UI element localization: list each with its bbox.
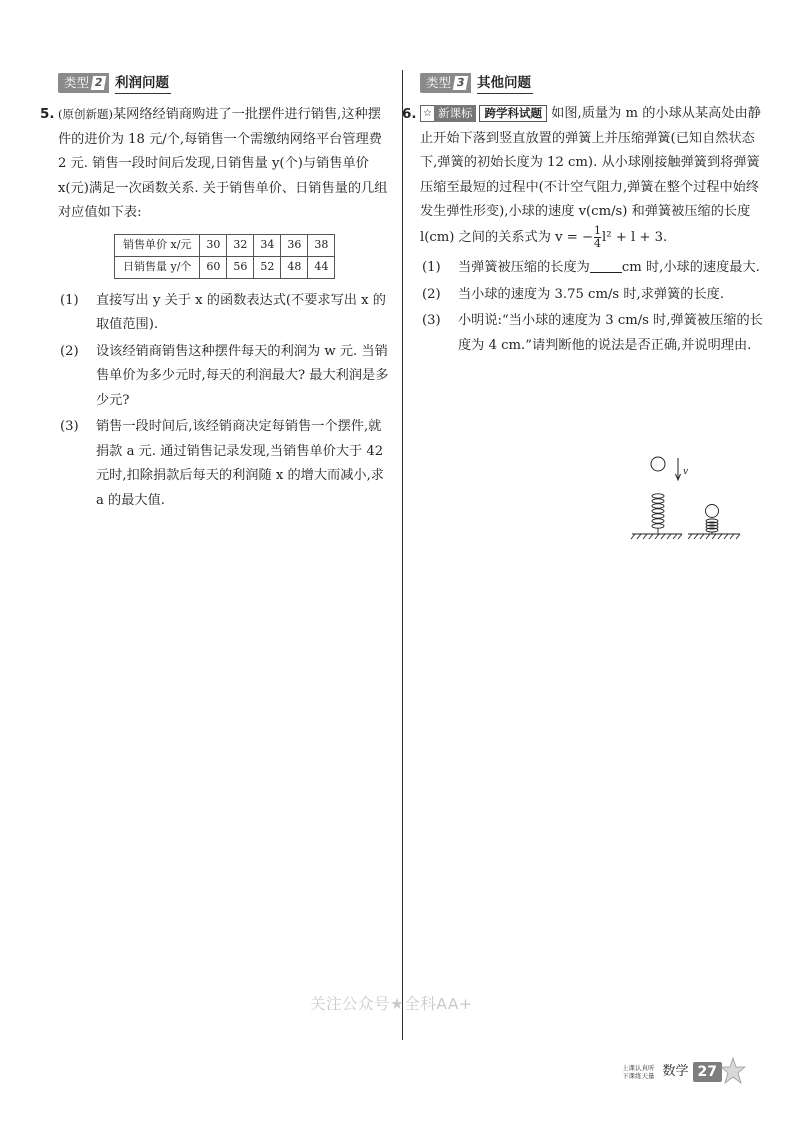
falling-ball [651, 457, 665, 471]
problem-stem-tail: l² + l + 3. [602, 229, 668, 245]
problem-stem: 某网络经销商购进了一批摆件进行销售,这种摆件的进价为 18 元/个,每销售一个需缴纳网络平台管理费 2 元. 销售一段时间后发现,日销售量 y(个)与销售单价 x(元)满足一次函数关系. 关于销售单价、日销售量的几组对应值如下表: [58, 107, 388, 220]
table-cell: 30 [200, 234, 227, 256]
velocity-label: v [683, 467, 689, 477]
subquestion-2 [420, 283, 772, 308]
uncompressed-spring [652, 494, 664, 534]
subquestion-text: 小明说:“当小球的速度为 3 cm/s 时,弹簧被压缩的长度为 4 cm.”请判断他的说法是否正确,并说明理由. [458, 313, 763, 353]
table-cell: 38 [308, 234, 335, 256]
section-tag-label: 类型 [426, 75, 452, 90]
subquestion-label: (2) [60, 343, 79, 359]
section-tag-label: 类型 [64, 75, 90, 90]
subquestion-label: (1) [60, 292, 79, 308]
footer-slogan [622, 1064, 655, 1080]
subquestion-2 [58, 340, 392, 414]
subquestion-text: 设该经销商销售这种摆件每天的利润为 w 元. 当销售单价为多少元时,每天的利润最大? 最大利润是多少元? [96, 343, 389, 408]
table-row-label: 销售单价 x/元 [115, 234, 200, 256]
section-header-type3 [420, 72, 772, 94]
fraction [594, 225, 601, 250]
problem-number: 5. [40, 106, 55, 122]
slogan-line-2: 下课练天量 [622, 1072, 655, 1080]
subject-label: 数学 [662, 1063, 689, 1079]
table-cell: 44 [308, 256, 335, 278]
watermark: 关注公众号★全科AA+ [310, 995, 473, 1013]
slogan-line-1: 上课认真听 [622, 1064, 655, 1072]
subquestion-text: 当小球的速度为 3.75 cm/s 时,求弹簧的长度. [458, 286, 725, 302]
table-cell: 34 [254, 234, 281, 256]
table-row-label: 日销售量 y/个 [115, 256, 200, 278]
fraction-numerator: 1 [594, 223, 602, 237]
ball-spring-figure [626, 452, 744, 542]
section-tag [420, 73, 471, 93]
fraction-denominator: 4 [594, 236, 602, 250]
subquestion-text-tail: cm 时,小球的速度最大. [621, 260, 760, 275]
subquestion-1 [58, 289, 392, 338]
subquestion-1 [420, 256, 772, 281]
answer-blank [590, 258, 622, 273]
price-sales-table [114, 234, 335, 279]
section-tag [58, 73, 109, 93]
problem-5 [40, 102, 392, 513]
table-row [115, 234, 335, 256]
section-tag-number: 2 [91, 76, 106, 90]
badge-cross-subject: 跨学科试题 [479, 105, 547, 122]
table-row [115, 256, 335, 278]
section-title: 利润问题 [115, 73, 171, 94]
problem-source: (原创新题) [58, 107, 113, 121]
problem-stem: 如图,质量为 m 的小球从某高处由静止开始下落到竖直放置的弹簧上并压缩弹簧(已知自然状态下,弹簧的初始长度为 12 cm). 从小球刚接触弹簧到将弹簧压缩至最短的过程中(不计空气阻力,弹簧在整个过程中始终发生弹性形变),小球的速度 v(cm/s) 和弹簧被压缩的长度 l(cm) 之间的关系式为 v = − [420, 106, 761, 245]
section-header-type2 [58, 72, 392, 94]
subquestion-3 [420, 309, 772, 358]
compressed-spring [706, 505, 719, 535]
ground-right [688, 534, 740, 539]
section-tag-number: 3 [453, 76, 468, 90]
page-footer [622, 1056, 746, 1088]
subquestion-label: (3) [422, 313, 441, 328]
problem-6 [402, 102, 772, 358]
subquestion-label: (1) [422, 260, 441, 275]
new-curriculum-badge [420, 105, 547, 122]
star-badge-icon [720, 1057, 746, 1087]
left-column [40, 72, 392, 513]
table-cell: 52 [254, 256, 281, 278]
table-cell: 36 [281, 234, 308, 256]
table-cell: 56 [227, 256, 254, 278]
subquestion-label: (2) [422, 286, 441, 302]
table-cell: 60 [200, 256, 227, 278]
problem-number: 6. [402, 106, 417, 122]
page-number: 27 [693, 1062, 722, 1082]
subquestion-3 [58, 415, 392, 513]
subquestion-text: 销售一段时间后,该经销商决定每销售一个摆件,就捐款 a 元. 通过销售记录发现,当销售单价大于 42 元时,扣除捐款后每天的利润随 x 的增大而减小,求 a 的最大值. [96, 419, 384, 508]
table-cell: 48 [281, 256, 308, 278]
right-column [402, 72, 772, 358]
column-divider [402, 70, 403, 1040]
section-title: 其他问题 [477, 73, 533, 94]
subquestion-text: 当弹簧被压缩的长度为 [458, 260, 590, 275]
table-cell: 32 [227, 234, 254, 256]
subquestion-text: 直接写出 y 关于 x 的函数表达式(不要求写出 x 的取值范围). [96, 292, 386, 332]
badge-new-curriculum: 新课标 [434, 105, 477, 122]
ground-left [631, 534, 682, 539]
star-icon: ☆ [420, 105, 434, 122]
subquestion-label: (3) [60, 419, 79, 434]
